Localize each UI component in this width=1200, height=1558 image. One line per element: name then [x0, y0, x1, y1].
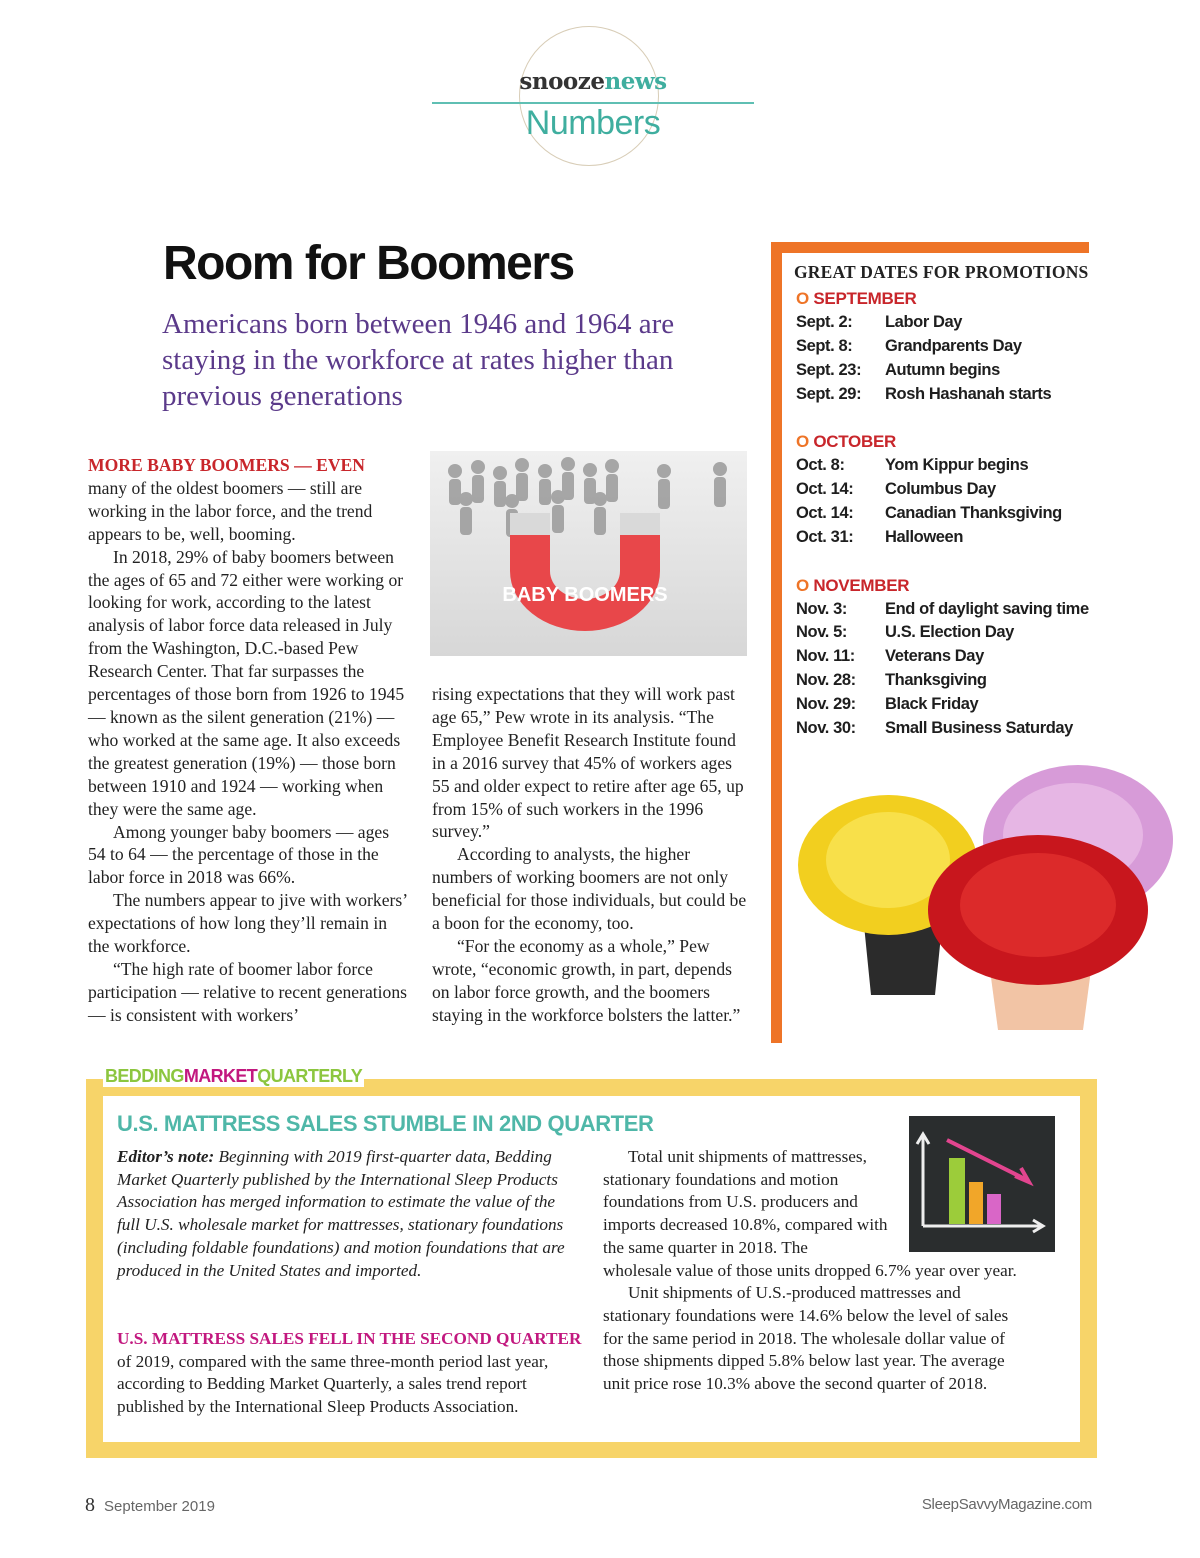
bmq-section-label: BEDDINGMARKETQUARTERLY [105, 1066, 363, 1086]
bmq-paragraph-3: Unit shipments of U.S.-produced mattresses and stationary foundations were 14.6% below the level of sales for the same period in 2018. The wholesale dollar value of those shipments dipped 5.8% below last year. The average unit price rose 10.3% above the second quarter of 2018. [603, 1283, 1009, 1394]
section-title: Numbers [525, 104, 661, 142]
magnet-illustration [430, 451, 747, 656]
date-row: Nov. 5: U.S. Election Day [796, 623, 1014, 641]
bmq-paragraph-2: Total unit shipments of mattresses, stationary foundations and motion foundations from U.S. producers and imports decreased 10.8%, compared with the same quarter in 2018. The [603, 1147, 888, 1257]
potted-mums-photo [793, 755, 1175, 1035]
bullet-icon: O [796, 576, 809, 595]
article-paragraph-4: The numbers appear to jive with workers’ expectations of how long they’ll remain in the workforce. [88, 890, 407, 957]
declining-chart-photo [909, 1116, 1055, 1252]
issue-date: September 2019 [104, 1498, 215, 1515]
bmq-headline: U.S. MATTRESS SALES STUMBLE IN 2ND QUARTER [117, 1111, 654, 1136]
bullet-icon: O [796, 289, 809, 308]
date-row: Nov. 29: Black Friday [796, 695, 979, 713]
brand-part-news: news [604, 68, 667, 95]
date-row: Sept. 8: Grandparents Day [796, 337, 1022, 355]
article-paragraph-2: In 2018, 29% of baby boomers between the ages of 65 and 72 either were working or looking for work, according to the latest analysis of labor force data released in July from the Washington, D.C.-based Pew Research Center. That far surpasses the percentages of those born from 1926 to 1945 — known as the silent generation (21%) — who worked at the same age. It also exceeds the greatest generation (19%) — those born between 1910 and 1924 — working when they were the same age. [88, 546, 405, 819]
article-lead-in: MORE BABY BOOMERS — EVEN [88, 455, 365, 475]
date-row: Sept. 29: Rosh Hashanah starts [796, 385, 1052, 403]
date-row: Sept. 23: Autumn begins [796, 361, 1000, 379]
date-row: Oct. 31: Halloween [796, 528, 964, 546]
date-row: Nov. 11: Veterans Day [796, 647, 984, 665]
date-row: Oct. 8: Yom Kippur begins [796, 456, 1029, 474]
bullet-icon: O [796, 432, 809, 451]
article-paragraph-5: “The high rate of boomer labor force participation — relative to recent generations — is consistent with workers’ [88, 958, 407, 1025]
article-paragraph-5-cont: rising expectations that they will work past age 65,” Pew wrote in its analysis. “The Employee Benefit Research Institute found in a 2016 survey that 45% of workers ages 55 and older expect to retire after age 65, up from 15% of such workers in the 1996 survey.” [432, 684, 744, 842]
article-column-2 [432, 683, 750, 1027]
bmq-paragraph-1: U.S. MATTRESS SALES FELL IN THE SECOND QUARTER of 2019, compared with the same three-month period last year, according to Bedding Market Quarterly, a sales trend report published by the International Sleep Products Association. [117, 1329, 582, 1417]
month-november: O NOVEMBER [796, 576, 910, 595]
date-row: Nov. 3: End of daylight saving time [796, 600, 1089, 618]
date-row: Oct. 14: Columbus Day [796, 480, 996, 498]
editors-note-label: Editor’s note: [117, 1147, 215, 1166]
bmq-paragraph-2-cont: wholesale value of those units dropped 6.7% year over year. [603, 1260, 1017, 1280]
article-paragraph-1: MORE BABY BOOMERS — EVEN many of the oldest boomers — still are working in the labor force, and the trend appears to be, well, booming. [88, 455, 373, 544]
article-dek: Americans born between 1946 and 1964 are staying in the workforce at rates higher than previous generations [162, 308, 675, 412]
date-row: Nov. 30: Small Business Saturday [796, 719, 1073, 737]
flowers-illustration [793, 755, 1175, 1035]
article-paragraph-6: According to analysts, the higher numbers of working boomers are not only beneficial for those individuals, but could be a boon for the economy, too. [432, 844, 747, 934]
month-october: O OCTOBER [796, 432, 896, 451]
month-september: O SEPTEMBER [796, 289, 917, 308]
article-paragraph-7: “For the economy as a whole,” Pew wrote, “economic growth, in part, depends on labor force growth, and the boomers staying in the workforce bolsters the latter.” [432, 935, 741, 1025]
bmq-lead-in: U.S. MATTRESS SALES FELL IN THE SECOND QUARTER [117, 1329, 582, 1348]
sidebar-frame-top [771, 242, 1089, 253]
baby-boomers-magnet-photo [430, 451, 747, 656]
sidebar-frame-left [771, 242, 782, 1043]
date-row: Oct. 14: Canadian Thanksgiving [796, 504, 1062, 522]
masthead-brand [432, 68, 754, 95]
date-row: Sept. 2: Labor Day [796, 313, 963, 331]
chalkboard-chart-illustration [909, 1116, 1055, 1252]
date-row: Nov. 28: Thanksgiving [796, 671, 987, 689]
masthead-circle [519, 26, 659, 166]
page-number: 8 [85, 1494, 95, 1516]
site-url: SleepSavvyMagazine.com [921, 1496, 1092, 1513]
article-headline: Room for Boomers [163, 237, 574, 290]
magnet-label: BABY BOOMERS [502, 584, 668, 606]
brand-part-snooze: snooze [519, 68, 605, 95]
editors-note: Editor’s note: Beginning with 2019 first-quarter data, Bedding Market Quarterly published by the International Sleep Products Association has merged information to estimate the value of the full U.S. wholesale market for mattresses, stationary foundations (including foldable foundations) and motion foundations that are produced in the United States and imported. [117, 1147, 565, 1280]
promotions-title: GREAT DATES FOR PROMOTIONS [794, 262, 1089, 282]
article-paragraph-3: Among younger baby boomers — ages 54 to 64 — the percentage of those in the labor force in 2018 was 66%. [88, 821, 390, 888]
article-column-1 [88, 454, 410, 1027]
